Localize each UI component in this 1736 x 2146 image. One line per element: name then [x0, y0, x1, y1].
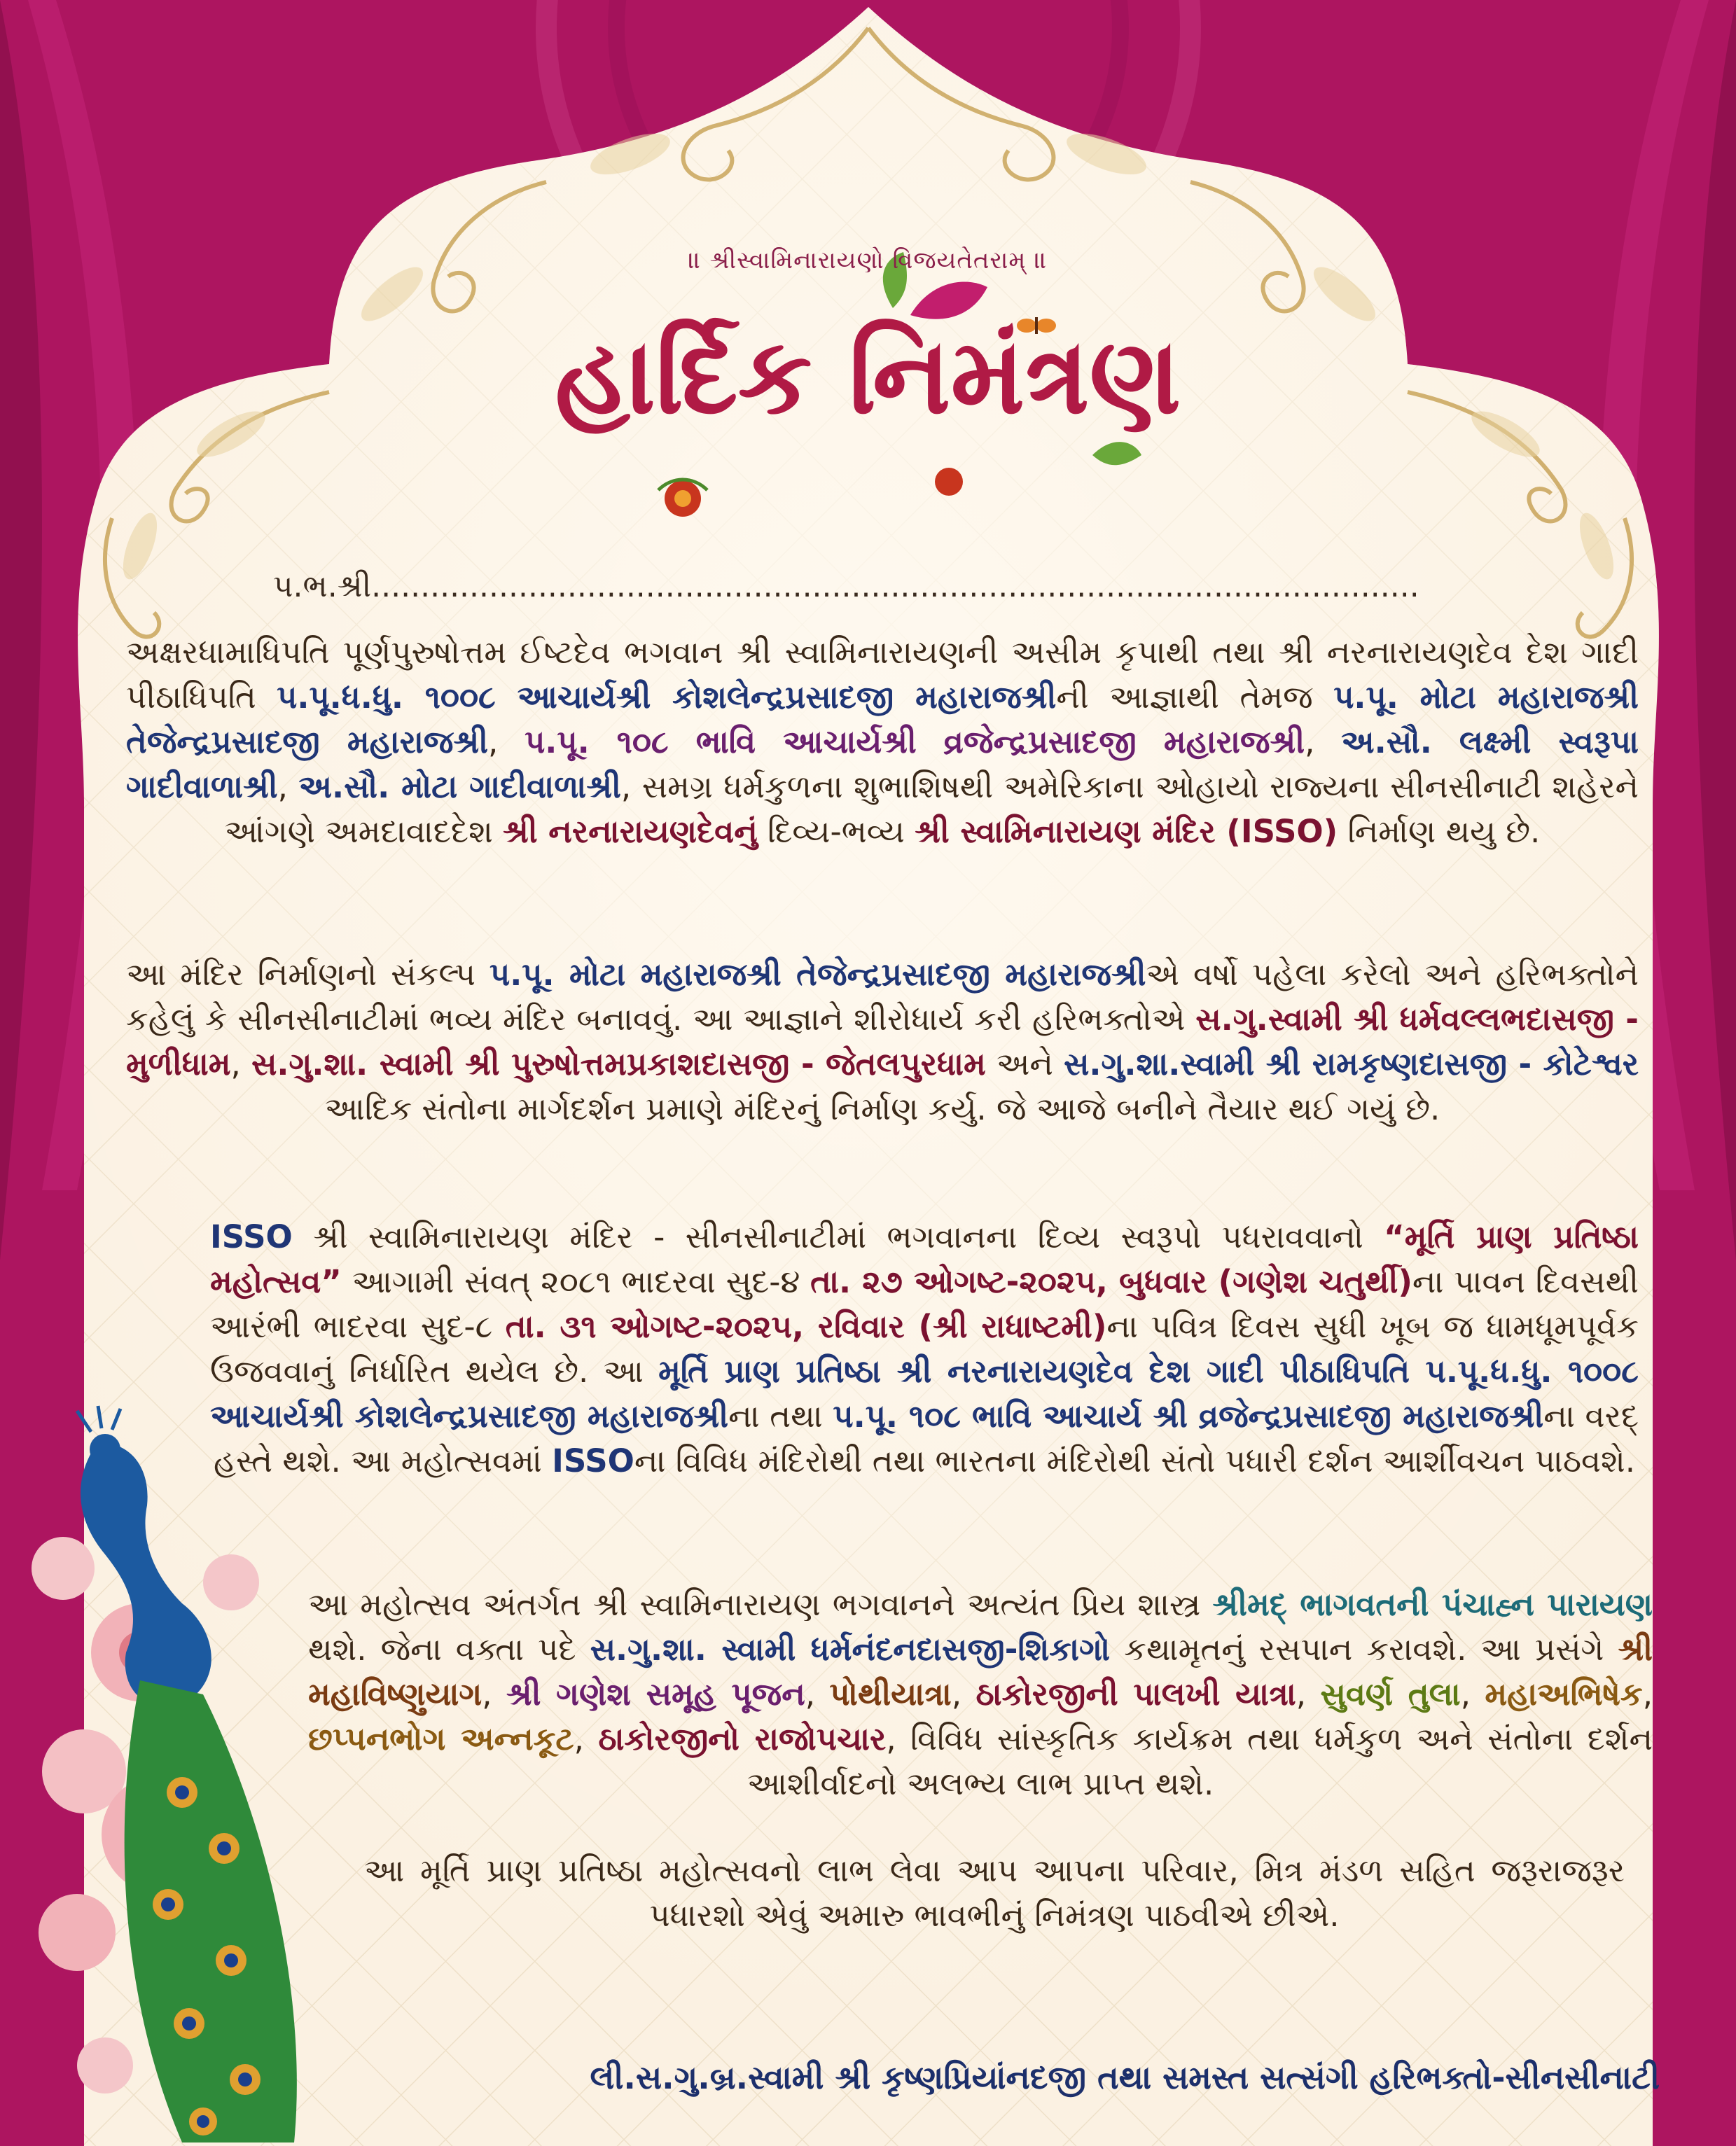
signature: લી.સ.ગુ.બ્ર.સ્વામી શ્રી કૃષ્ણપ્રિયાંનદજી તથા સમસ્ત સત્સંગી હરિભક્તો-સીનસીનાટી: [590, 2058, 1660, 2096]
text: ,: [1642, 1675, 1653, 1713]
text: ના પવિત્ર દિવસ સુધી ખૂબ જ ધામધૂમપૂર્વક ઉજવવાનું નિર્ધારિત થયેલ છે. આ: [210, 1308, 1639, 1390]
swami-name: સ.ગુ.શા.સ્વામી શ્રી રામકૃષ્ણદાસજી - કોટેશ્વર: [1063, 1045, 1639, 1082]
narnarayan-dev: શ્રી નરનારાયણદેવનું: [503, 813, 758, 850]
event-name: મહાઅભિષેક: [1485, 1675, 1643, 1713]
paragraph-temple-construction: [126, 630, 1639, 854]
event-name: છપ્પનભોગ અન્નકૂટ: [308, 1720, 574, 1757]
paragraph-invitation: આ મૂર્તિ પ્રાણ પ્રતિષ્ઠા મહોત્સવનો લાભ લેવા આપ આપના પરિવાર, મિત્ર મંડળ સહિત જરૂરાજરૂર પધારશો એવું અમારુ ભાવભીનું નિમંત્રણ પાઠવીએ છીએ.: [364, 1852, 1625, 1934]
mota-maharaj-name: પ.પૂ. મોટા મહારાજશ્રી તેજેન્દ્રપ્રસાદજી મહારાજશ્રી: [489, 956, 1146, 993]
text: ,: [482, 1675, 506, 1713]
text: ના વિવિધ મંદિરોથી તથા ભારતના મંદિરોથી સંતો પધારી દર્શન આર્શીવચન પાઠવશે.: [634, 1442, 1636, 1479]
text: ના પાવન દિવસથી આરંભી ભાદરવા સુદ-૮: [210, 1263, 1639, 1345]
text: એ વર્ષો પહેલા કરેલો અને હરિભક્તોને કહેલું કે સીનસીનાટીમાં ભવ્ય મંદિર બનાવવું. આ આજ્ઞાને શીરોધાર્ય કરી હરિભક્તોએ: [126, 956, 1639, 1038]
text: શ્રી સ્વામિનારાયણ મંદિર - સીનસીનાટીમાં ભગવાનના દિવ્ય સ્વરૂપો પધરાવવાનો: [292, 1218, 1384, 1255]
temple-name: શ્રી સ્વામિનારાયણ મંદિર (ISSO): [915, 813, 1338, 850]
text: ,: [805, 1675, 830, 1713]
text: થશે. જેના વક્તા પદે: [308, 1631, 590, 1668]
text: આદિક સંતોના માર્ગદર્શન પ્રમાણે મંદિરનું નિર્માણ કર્યુ. જે આજે બનીને તૈયાર થઈ ગયું છે.: [324, 1090, 1440, 1127]
bhavi-acharya-name: પ.પૂ. ૧૦૮ ભાવિ આચાર્ય શ્રી વ્રજેન્દ્રપ્રસાદજી મહારાજશ્રી: [833, 1398, 1544, 1435]
text: આ મહોત્સવ અંતર્ગત શ્રી સ્વામિનારાયણ ભગવાનને અત્યંત પ્રિય શાસ્ત્ર: [308, 1586, 1213, 1623]
text: ,: [574, 1720, 599, 1757]
text: કથામૃતનું રસપાન કરાવશે. આ પ્રસંગે: [1110, 1631, 1618, 1668]
text: ,: [951, 1675, 976, 1713]
event-name: પોથીયાત્રા: [829, 1675, 952, 1713]
text: ,: [488, 723, 525, 760]
text: આગામી સંવત્ ૨૦૮૧ ભાદરવા સુદ-૪: [341, 1263, 811, 1300]
mantra-line: ॥ શ્રીસ્વામિનારાયણો વિજયતેતરામ્ ॥: [688, 246, 1048, 274]
text: ,: [1296, 1675, 1321, 1713]
event-name: ઠાકોરજીની પાલખી યાત્રા: [975, 1675, 1296, 1713]
acharya-name: મૂર્તિ પ્રાણ પ્રતિષ્ઠા શ્રી નરનારાયણદેવ દેશ ગાદી પીઠાધિપતિ પ.પૂ.ધ.ધુ. ૧૦૦૮ આચાર્યશ્રી કોશલેન્દ્રપ્રસાદજી મહારાજશ્રી: [210, 1353, 1639, 1435]
mota-gadivala-name: અ.સૌ. મોટા ગાદીવાળાશ્રી: [298, 768, 621, 805]
mota-maharaj-name: પ.પૂ. મોટા મહારાજશ્રી તેજેન્દ્રપ્રસાદજી મહારાજશ્રી: [126, 678, 1639, 760]
text: ,: [277, 768, 299, 805]
text: આ મંદિર નિર્માણનો સંકલ્પ: [126, 956, 489, 993]
katha-name: શ્રીમદ્ ભાગવતની પંચાહ્ન પારાયણ: [1212, 1586, 1653, 1623]
swami-name: સ.ગુ.શા. સ્વામી શ્રી પુરુષોત્તમપ્રકાશદાસજી - જેતલપુરધામ: [251, 1045, 986, 1082]
text: નિર્માણ થયુ છે.: [1338, 813, 1541, 850]
mahotsav-name: “મૂર્તિ પ્રાણ પ્રતિષ્ઠા મહોત્સવ”: [210, 1218, 1639, 1300]
gadivala-name: અ.સૌ. લક્ષ્મી સ્વરૂપા ગાદીવાળાશ્રી: [126, 723, 1639, 805]
text: ,: [230, 1045, 251, 1082]
event-name: ઠાકોરજીનો રાજોપચાર: [598, 1720, 887, 1757]
salutation-line: પ.ભ.શ્રી...........................................................................................................: [273, 569, 1419, 604]
text: ,: [1460, 1675, 1485, 1713]
text: ના વરદ્ હસ્તે થશે. આ મહોત્સવમાં: [213, 1398, 1639, 1479]
isso-label: ISSO: [552, 1442, 634, 1479]
text: ના તથા: [728, 1398, 833, 1435]
event-name: સુવર્ણ તુલા: [1320, 1675, 1461, 1713]
event-name: શ્રી મહાવિષ્ણુયાગ: [308, 1631, 1653, 1713]
bhavi-acharya-name: પ.પૂ. ૧૦૮ ભાવિ આચાર્યશ્રી વ્રજેન્દ્રપ્રસાદજી મહારાજશ્રી: [525, 723, 1305, 760]
acharya-name: પ.પૂ.ધ.ધુ. ૧૦૦૮ આચાર્યશ્રી કોશલેન્દ્રપ્રસાદજી મહારાજશ્રી: [277, 678, 1057, 716]
text: ની આજ્ઞાથી તેમજ: [1056, 678, 1334, 716]
event-name: શ્રી ગણેશ સમૂહ પૂજન: [506, 1675, 805, 1713]
text: દિવ્ય-ભવ્ય: [757, 813, 915, 850]
isso-label: ISSO: [210, 1218, 293, 1255]
text: ,: [1305, 723, 1342, 760]
swami-name: સ.ગુ.સ્વામી શ્રી ધર્મવલ્લભદાસજી - મુળીધામ: [126, 1001, 1639, 1082]
paragraph-mahotsav: [210, 1215, 1639, 1484]
text: અક્ષરધામાધિપતિ પૂર્ણપુરુષોત્તમ ઈષ્ટદેવ ભગવાન શ્રી સ્વામિનારાયણની અસીમ કૃપાથી તથા શ્રી નરનારાયણદેવ દેશ ગાદી પીઠાધિપતિ: [126, 634, 1639, 716]
invitation-title: હાર્દિક નિમંત્રણ: [555, 314, 1181, 438]
start-date: તા. ૨૭ ઓગષ્ટ-૨૦૨૫, બુધવાર (ગણેશ ચતુર્થી): [810, 1263, 1412, 1300]
paragraph-events: [308, 1582, 1653, 1806]
end-date: તા. ૩૧ ઓગષ્ટ-૨૦૨૫, રવિવાર (શ્રી રાધાષ્ટમી): [505, 1308, 1107, 1345]
paragraph-sankalp: [126, 952, 1639, 1131]
text: અને: [985, 1045, 1064, 1082]
text: , વિવિધ સાંસ્કૃતિક કાર્યક્રમ તથા ધર્મકુળ અને સંતોના દર્શન આશીર્વાદનો અલભ્ય લાભ પ્રાપ્ત થશે.: [747, 1720, 1653, 1802]
text: , સમગ્ર ધર્મકુળના શુભાશિષથી અમેરિકાના ઓહાયો રાજ્યના સીનસીનાટી શહેરને આંગણે અમદાવાદદેશ: [224, 768, 1639, 850]
vakta-name: સ.ગુ.શા. સ્વામી ધર્મનંદનદાસજી-શિકાગો: [590, 1631, 1111, 1668]
